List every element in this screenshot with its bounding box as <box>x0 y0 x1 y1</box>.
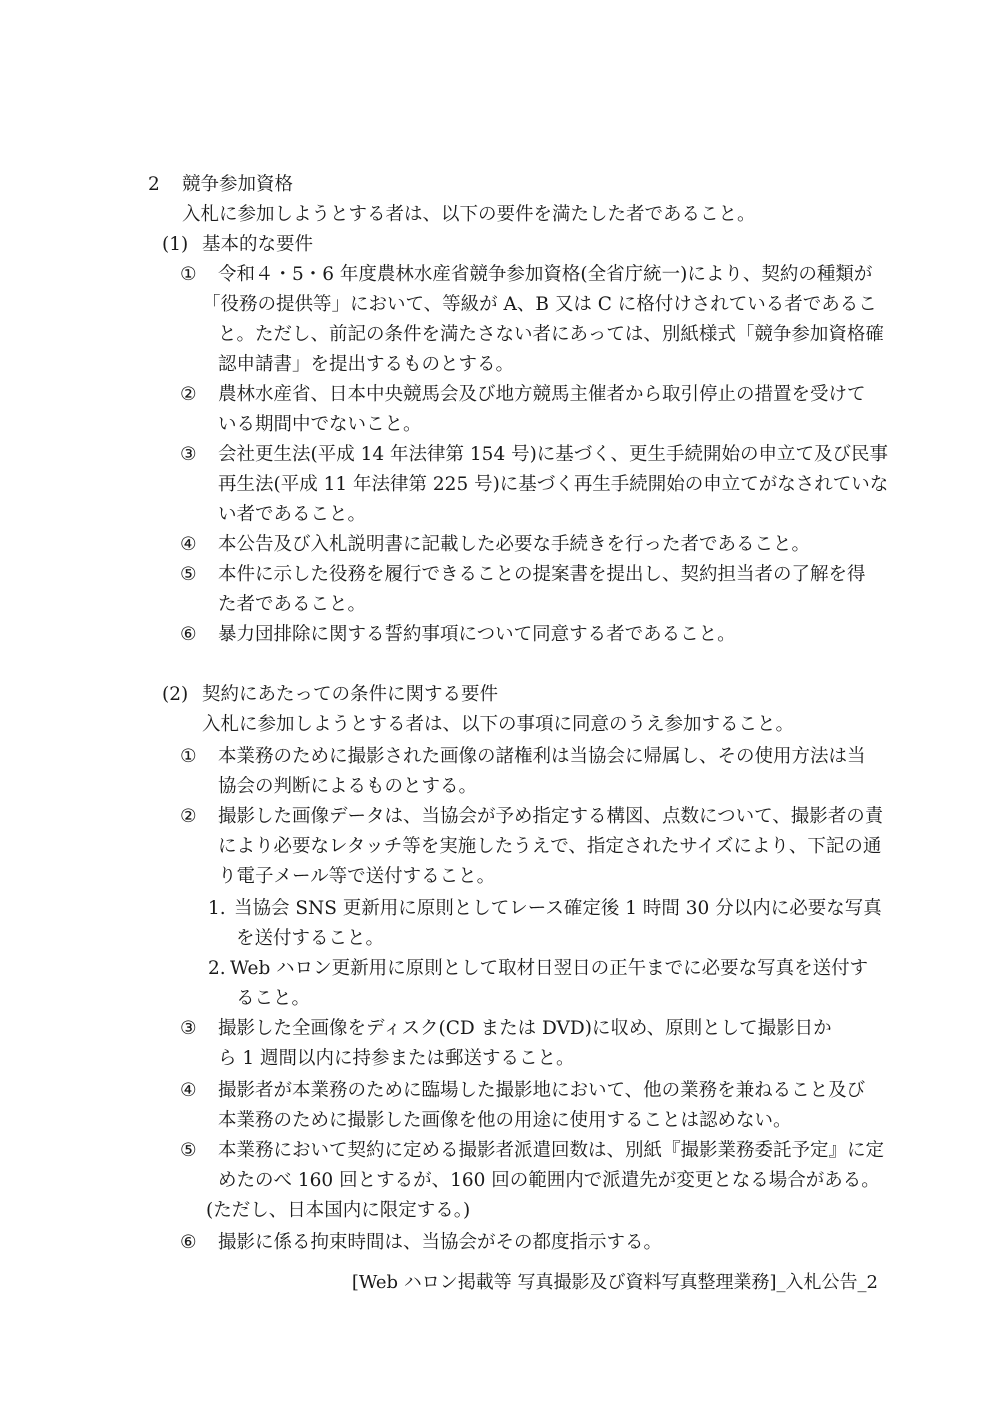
part2-item-line: (ただし、日本国内に限定する。) <box>206 1200 471 1221</box>
section-number: 2 <box>148 174 160 195</box>
part1-item-line: いる期間中でないこと。 <box>218 414 422 435</box>
part2-item-line: 撮影に係る拘束時間は、当協会がその都度指示する。 <box>218 1232 663 1253</box>
part2-subitem-line: 当協会 SNS 更新用に原則としてレース確定後 1 時間 30 分以内に必要な写真 <box>234 898 882 919</box>
part1-item-marker: ② <box>180 384 197 405</box>
part2-subitem-line: ること。 <box>236 988 311 1009</box>
part2-title: 契約にあたっての条件に関する要件 <box>202 684 499 705</box>
part2-subitem-line: を送付すること。 <box>236 928 385 949</box>
part1-item-marker: ① <box>180 264 197 285</box>
part1-item-line: た者であること。 <box>218 594 367 615</box>
part1-item-line: 会社更生法(平成 14 年法律第 154 号)に基づく、更生手続開始の申立て及び民事 <box>218 444 888 465</box>
part2-item-line: 本業務のために撮影された画像の諸権利は当協会に帰属し、その使用方法は当 <box>218 746 866 767</box>
part1-item-line: 暴力団排除に関する誓約事項について同意する者であること。 <box>218 624 736 645</box>
page-footer: [Web ハロン掲載等 写真撮影及び資料写真整理業務]_入札公告_2 <box>351 1272 878 1293</box>
part2-item-line: 撮影した画像データは、当協会が予め指定する構図、点数について、撮影者の責 <box>218 806 884 827</box>
part2-marker: (2) <box>162 684 189 705</box>
part2-item-marker: ⑤ <box>180 1140 197 1161</box>
part2-item-line: 撮影した全画像をディスク(CD または DVD)に収め、原則として撮影日か <box>218 1018 832 1039</box>
part2-item-line: ら 1 週間以内に持参または郵送すること。 <box>218 1048 575 1069</box>
part2-item-marker: ④ <box>180 1080 197 1101</box>
part2-item-marker: ① <box>180 746 197 767</box>
part1-item-line: 認申請書」を提出するものとする。 <box>218 354 515 375</box>
part2-item-line: り電子メール等で送付すること。 <box>218 866 496 887</box>
part2-item-marker: ⑥ <box>180 1232 197 1253</box>
part1-item-line: 再生法(平成 11 年法律第 225 号)に基づく再生手続開始の申立てがなされていな <box>218 474 889 495</box>
part1-item-line: 令和４・5・6 年度農林水産省競争参加資格(全省庁統一)により、契約の種類が <box>218 264 873 285</box>
section-title: 競争参加資格 <box>182 174 294 195</box>
part1-marker: (1) <box>162 234 189 255</box>
part2-subitem-marker: 1. <box>208 898 226 919</box>
part1-item-marker: ⑤ <box>180 564 197 585</box>
part1-item-line: と。ただし、前記の条件を満たさない者にあっては、別紙様式「競争参加資格確 <box>218 324 884 345</box>
part1-item-marker: ③ <box>180 444 197 465</box>
part1-item-marker: ⑥ <box>180 624 197 645</box>
part2-subitem-marker: 2. <box>208 958 226 979</box>
part2-item-line: 本業務のために撮影した画像を他の用途に使用することは認めない。 <box>218 1110 792 1131</box>
part1-item-line: 本公告及び入札説明書に記載した必要な手続きを行った者であること。 <box>218 534 811 555</box>
part2-item-marker: ③ <box>180 1018 197 1039</box>
part1-item-line: 農林水産省、日本中央競馬会及び地方競馬主催者から取引停止の措置を受けて <box>218 384 866 405</box>
part1-item-marker: ④ <box>180 534 197 555</box>
part2-item-line: 撮影者が本業務のために臨場した撮影地において、他の業務を兼ねること及び <box>218 1080 866 1101</box>
part1-item-line: 本件に示した役務を履行できることの提案書を提出し、契約担当者の了解を得 <box>218 564 866 585</box>
part2-subitem-line: Web ハロン更新用に原則として取材日翌日の正午までに必要な写真を送付す <box>230 958 869 979</box>
part1-item-line: い者であること。 <box>218 504 367 525</box>
part2-item-line: 本業務において契約に定める撮影者派遣回数は、別紙『撮影業務委託予定』に定 <box>218 1140 885 1161</box>
part1-item-line: 「役務の提供等」において、等級が A、B 又は C に格付けされている者であるこ <box>202 294 877 315</box>
section-intro: 入札に参加しようとする者は、以下の要件を満たした者であること。 <box>182 204 756 225</box>
part2-intro: 入札に参加しようとする者は、以下の事項に同意のうえ参加すること。 <box>202 714 795 735</box>
part2-item-marker: ② <box>180 806 197 827</box>
part2-item-line: により必要なレタッチ等を実施したうえで、指定されたサイズにより、下記の通 <box>218 836 882 857</box>
part2-item-line: めたのべ 160 回とするが、160 回の範囲内で派遣先が変更となる場合がある。 <box>218 1170 880 1191</box>
part2-item-line: 協会の判断によるものとする。 <box>218 776 478 797</box>
part1-title: 基本的な要件 <box>202 234 314 255</box>
